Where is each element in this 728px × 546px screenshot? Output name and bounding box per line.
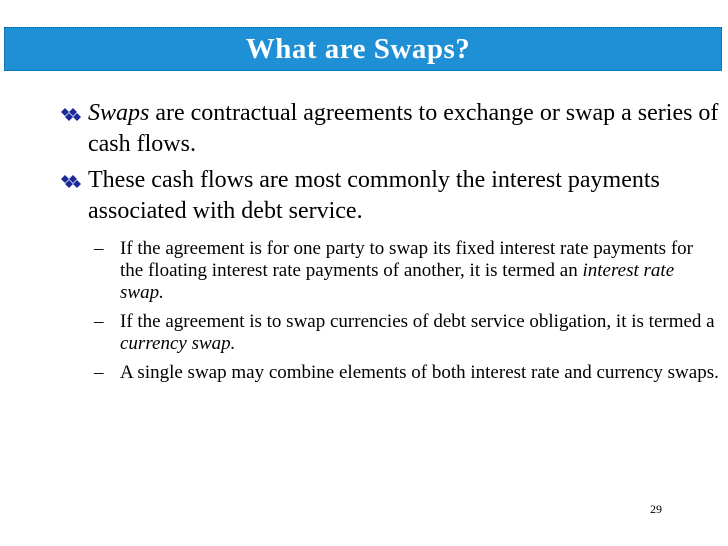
sub-point-3-text: A single swap may combine elements of both interest rate and currency swaps. — [120, 362, 719, 383]
sub-point-2 — [60, 311, 720, 355]
sub-point-1 — [60, 238, 720, 304]
bullet-1 — [60, 98, 720, 160]
dash-marker: – — [94, 362, 104, 383]
bullet-1-italic-term: Swaps — [88, 100, 150, 126]
bullet-2-text: These cash flows are most commonly the interest payments associated with debt service. — [88, 167, 660, 224]
sub-point-2-text: If the agreement is to swap currencies of debt service obligation, it is termed a — [120, 311, 715, 332]
sub-point-2-italic: currency swap. — [120, 333, 236, 354]
diamond-cluster-icon — [60, 174, 82, 190]
page-number: 29 — [650, 502, 662, 516]
sub-point-1-italic: interest rate swap. — [120, 260, 675, 303]
dash-marker: – — [94, 238, 104, 259]
slide-title: What are Swaps? — [245, 32, 471, 65]
title-bar — [4, 27, 722, 71]
dash-marker: – — [94, 311, 104, 332]
bullet-2 — [60, 165, 720, 227]
slide-content — [60, 98, 720, 391]
sub-point-1-text: If the agreement is for one party to swap its fixed interest rate payments for the floating interest rate payments of another, it is termed an — [120, 238, 693, 281]
bullet-1-text: are contractual agreements to exchange or swap a series of cash flows. — [88, 100, 719, 157]
diamond-cluster-icon — [60, 107, 82, 123]
sub-point-3 — [60, 362, 720, 384]
